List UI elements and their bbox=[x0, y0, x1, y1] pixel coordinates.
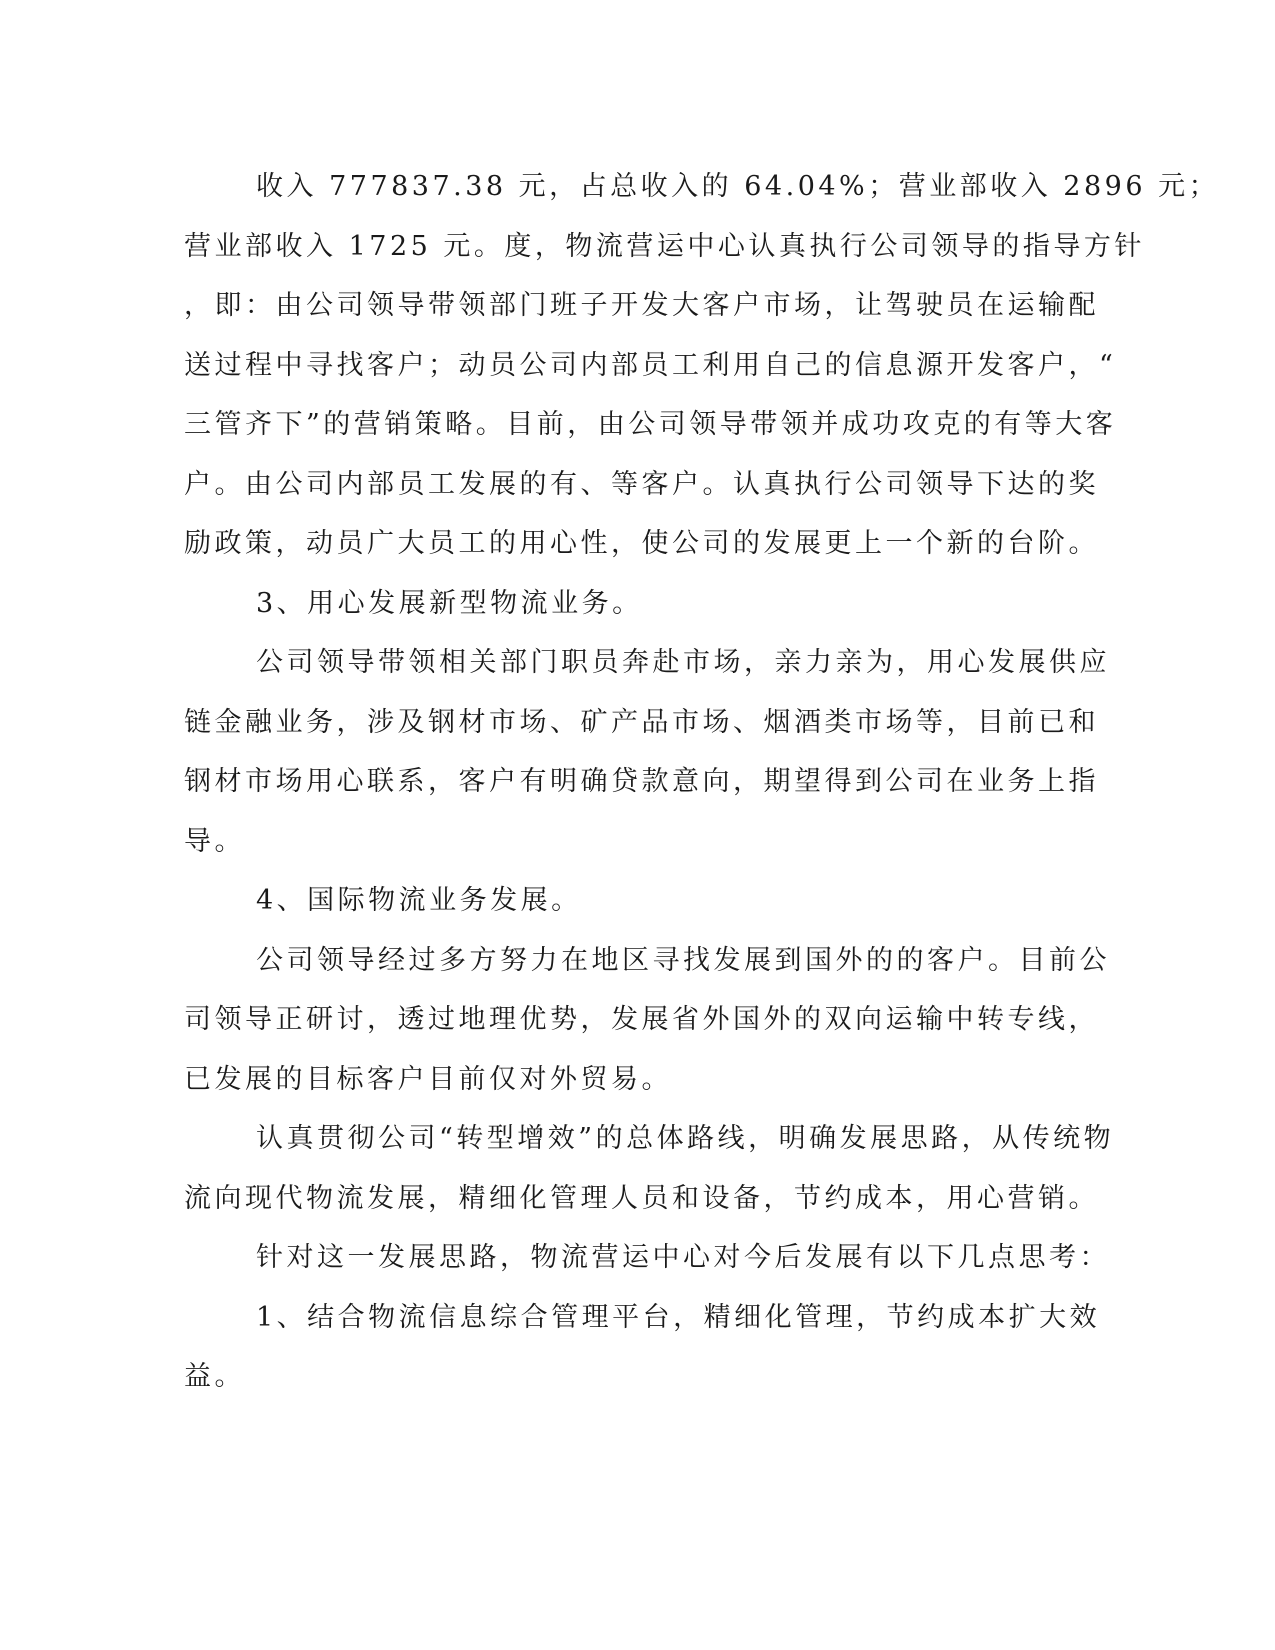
text-line: 户。由公司内部员工发展的有、等客户。认真执行公司领导下达的奖 bbox=[184, 468, 1099, 500]
text-line: 三管齐下”的营销策略。目前，由公司领导带领并成功攻克的有等大客 bbox=[184, 409, 1117, 440]
text-line: 励政策，动员广大员工的用心性，使公司的发展更上一个新的台阶。 bbox=[184, 528, 1099, 559]
list-item: 1、结合物流信息综合管理平台，精细化管理，节约成本扩大效 bbox=[256, 1301, 1101, 1333]
section-heading: 3、用心发展新型物流业务。 bbox=[256, 587, 643, 619]
text-line: 导。 bbox=[184, 825, 245, 857]
text-line: 流向现代物流发展，精细化管理人员和设备，节约成本，用心营销。 bbox=[184, 1182, 1099, 1214]
text-line: 司领导正研讨，透过地理优势，发展省外国外的双向运输中转专线， bbox=[184, 1004, 1099, 1035]
text-line: ，即：由公司领导带领部门班子开发大客户市场，让驾驶员在运输配 bbox=[184, 290, 1099, 321]
text-line: 营业部收入 1725 元。度，物流营运中心认真执行公司领导的指导方针 bbox=[184, 230, 1145, 262]
body-text bbox=[184, 157, 1220, 1407]
text-line: 公司领导经过多方努力在地区寻找发展到国外的的客户。目前公 bbox=[256, 944, 1110, 976]
text-line: 认真贯彻公司“转型增效”的总体路线，明确发展思路，从传统物 bbox=[256, 1123, 1115, 1154]
text-line: 链金融业务，涉及钢材市场、矿产品市场、烟酒类市场等，目前已和 bbox=[184, 706, 1099, 738]
text-line: 针对这一发展思路，物流营运中心对今后发展有以下几点思考： bbox=[256, 1242, 1110, 1273]
text-line: 送过程中寻找客户；动员公司内部员工利用自己的信息源开发客户，“ bbox=[184, 349, 1117, 381]
text-line: 收入 777837.38 元，占总收入的 64.04%；营业部收入 2896 元； bbox=[256, 171, 1220, 202]
section-heading: 4、国际物流业务发展。 bbox=[256, 885, 582, 916]
text-line: 钢材市场用心联系，客户有明确贷款意向，期望得到公司在业务上指 bbox=[184, 766, 1099, 797]
text-line: 益。 bbox=[184, 1361, 245, 1392]
text-line: 公司领导带领相关部门职员奔赴市场，亲力亲为，用心发展供应 bbox=[256, 647, 1110, 678]
text-line: 已发展的目标客户目前仅对外贸易。 bbox=[184, 1063, 672, 1095]
